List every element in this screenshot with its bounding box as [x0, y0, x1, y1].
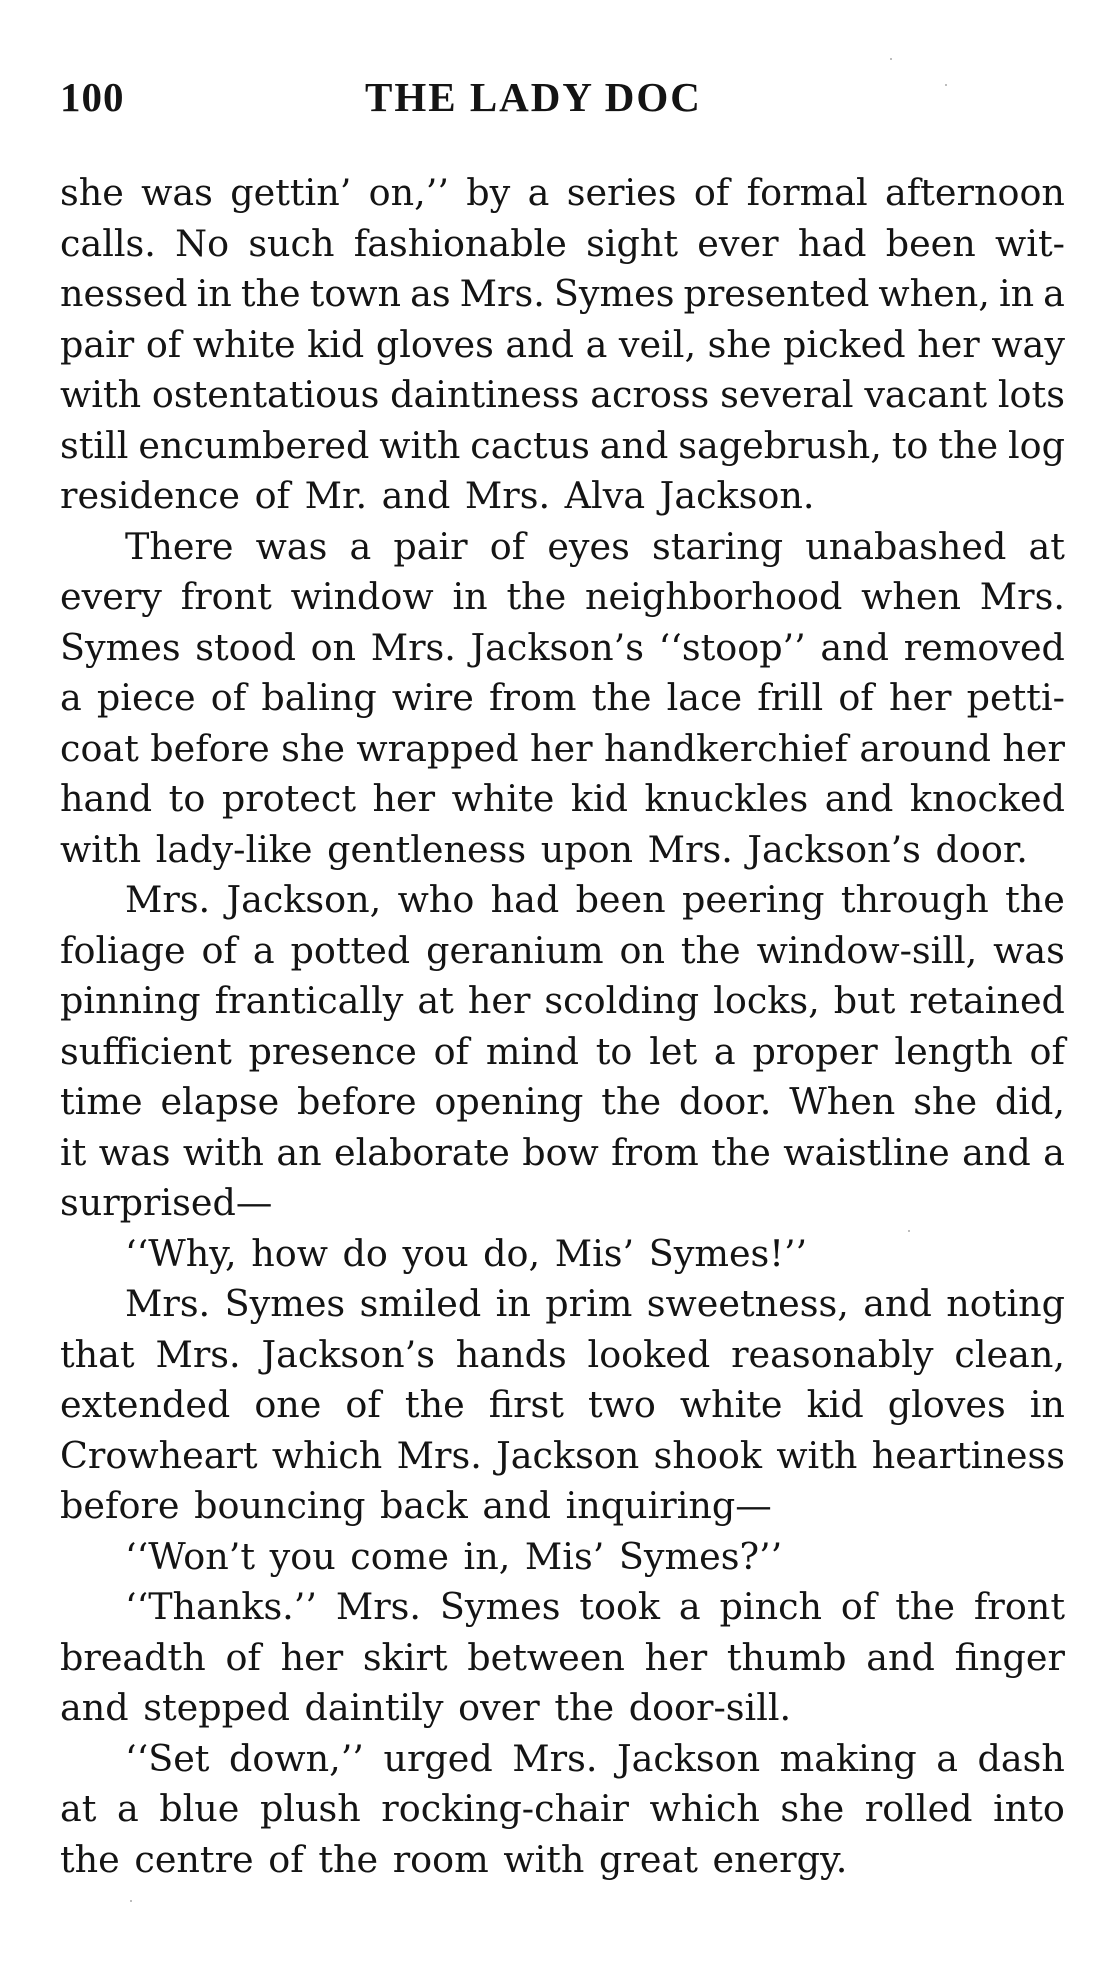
word: stood: [195, 625, 296, 669]
word: proper: [752, 1029, 878, 1073]
word: Symes: [439, 1585, 561, 1628]
text-line: with lady-like gentleness upon Mrs. Jackson’s door.: [60, 827, 1028, 871]
text-line: [60, 1734, 1065, 1785]
word: in: [495, 1282, 531, 1325]
paper-speck: [908, 1230, 910, 1232]
word: the: [938, 423, 999, 467]
word: lots: [997, 373, 1065, 416]
text-line: [60, 1027, 1065, 1078]
word: which: [271, 1433, 383, 1477]
word: veil,: [618, 322, 697, 366]
word: in: [1029, 1383, 1065, 1426]
word: with: [182, 1130, 264, 1174]
word: and: [863, 1282, 932, 1325]
text-line: [60, 1279, 1065, 1330]
word: lace: [666, 676, 743, 719]
word: hand: [60, 777, 153, 820]
word: it: [60, 1130, 87, 1174]
word: Mrs.: [125, 1282, 211, 1325]
word: gloves: [375, 322, 494, 366]
word: Mrs.: [155, 1332, 241, 1376]
word: coat: [60, 726, 139, 770]
word: Mrs.: [512, 1736, 598, 1780]
word: of: [840, 1585, 877, 1628]
word: frill: [757, 676, 824, 719]
word: a: [527, 171, 550, 214]
word: removed: [903, 625, 1065, 669]
word: such: [248, 221, 335, 265]
word: every: [60, 575, 162, 618]
text-line: [60, 1077, 1065, 1128]
word: and: [599, 423, 669, 467]
word: Crowheart: [60, 1433, 258, 1477]
word: of: [489, 524, 526, 568]
word: sweetness,: [646, 1282, 849, 1325]
word: but: [833, 979, 896, 1022]
word: bow: [522, 1130, 599, 1174]
word: series: [566, 171, 677, 214]
text-line: [60, 1633, 1065, 1684]
word: cactus: [470, 423, 590, 467]
word: at: [417, 979, 454, 1022]
text-line: [60, 926, 1065, 977]
word: way: [991, 322, 1065, 366]
word: pinning: [60, 979, 201, 1022]
word: Jackson’s: [261, 1332, 435, 1376]
text-line: [60, 1784, 1065, 1835]
text-line: [60, 1380, 1065, 1431]
word: front: [180, 575, 272, 618]
word: she: [281, 726, 346, 770]
word: reasonably: [731, 1332, 934, 1376]
word: handkerchief: [603, 726, 848, 770]
text-line: [60, 1330, 1065, 1381]
word: before: [150, 726, 270, 770]
word: with: [776, 1433, 858, 1477]
word: across: [590, 373, 710, 416]
word: did,: [994, 1080, 1065, 1123]
word: knuckles: [644, 777, 809, 820]
word: several: [720, 373, 854, 416]
word: of: [145, 322, 182, 366]
word: waistline: [783, 1130, 950, 1174]
word: to: [891, 423, 929, 467]
word: of: [433, 1029, 470, 1073]
word: protect: [221, 777, 357, 820]
text-line: [60, 774, 1065, 825]
word: her: [529, 726, 593, 770]
text-line: [60, 219, 1065, 270]
word: the: [711, 1130, 771, 1174]
word: had: [490, 878, 560, 921]
word: a: [936, 1736, 959, 1780]
word: gettin’: [230, 171, 352, 214]
word: presence: [248, 1029, 417, 1073]
word: at: [1028, 524, 1065, 568]
word: neighborhood: [585, 575, 843, 618]
word: looked: [587, 1332, 711, 1376]
word: nessed: [60, 272, 188, 315]
word: the: [895, 1585, 956, 1628]
word: her: [372, 777, 436, 820]
word: a: [116, 1787, 139, 1830]
word: before: [297, 1080, 417, 1123]
word: vacant: [864, 373, 988, 416]
word: through: [840, 878, 989, 921]
word: skirt: [362, 1635, 448, 1679]
word: eyes: [547, 524, 630, 568]
word: as: [410, 272, 451, 315]
word: hands: [455, 1332, 567, 1376]
word: length: [894, 1029, 1013, 1073]
word: the: [680, 928, 741, 972]
text-line: and stepped daintily over the door-sill.: [60, 1686, 792, 1729]
word: between: [467, 1635, 625, 1679]
word: blue: [159, 1787, 240, 1830]
word: ‘‘Set: [125, 1736, 210, 1780]
word: of: [1029, 1029, 1065, 1073]
word: still: [60, 423, 129, 467]
word: to: [168, 777, 206, 820]
word: white: [192, 322, 296, 366]
word: Mrs.: [370, 625, 456, 669]
word: a: [60, 676, 82, 719]
word: her: [467, 979, 531, 1022]
word: of: [345, 1383, 381, 1426]
word: retained: [909, 979, 1065, 1022]
word: piece: [96, 676, 196, 719]
word: finger: [954, 1635, 1065, 1679]
word: wit-: [995, 221, 1065, 265]
text-line: [60, 1431, 1065, 1482]
word: plush: [259, 1787, 361, 1830]
word: to: [595, 1029, 633, 1073]
word: elaborate: [333, 1130, 510, 1174]
word: was: [993, 928, 1065, 972]
word: sufficient: [60, 1029, 232, 1073]
word: ‘‘stoop’’: [658, 625, 806, 669]
word: elapse: [160, 1080, 280, 1123]
word: petti-: [966, 676, 1065, 719]
word: from: [488, 676, 577, 719]
word: on: [310, 625, 357, 669]
word: noting: [946, 1282, 1065, 1325]
word: thumb: [726, 1635, 847, 1679]
word: kid: [570, 777, 628, 820]
word: calls.: [60, 221, 156, 265]
word: making: [779, 1736, 917, 1780]
word: on,’’: [368, 171, 449, 214]
word: Symes: [553, 272, 675, 315]
word: formal: [746, 171, 868, 214]
text-line: [60, 269, 1065, 320]
word: in: [196, 272, 232, 315]
word: foliage: [60, 928, 186, 972]
word: town: [309, 272, 402, 315]
word: extended: [60, 1383, 231, 1426]
body-text: [60, 168, 1065, 1885]
word: encumbered: [138, 423, 370, 467]
word: afternoon: [884, 171, 1065, 214]
word: the: [240, 272, 301, 315]
word: scolding: [544, 979, 700, 1022]
word: was: [255, 524, 328, 568]
word: the: [591, 676, 652, 719]
text-line: [60, 370, 1065, 421]
running-head: [60, 72, 1060, 122]
word: white: [451, 777, 555, 820]
word: of: [210, 676, 247, 719]
text-line: [60, 1128, 1065, 1179]
word: that: [60, 1332, 135, 1376]
word: heartiness: [871, 1433, 1065, 1477]
word: mind: [485, 1029, 579, 1073]
text-line: [60, 875, 1065, 926]
word: Jackson’s: [470, 625, 644, 669]
word: her: [280, 1635, 344, 1679]
word: door.: [678, 1080, 772, 1123]
word: peering: [681, 878, 825, 921]
word: ostentatious: [151, 373, 380, 416]
word: When: [789, 1080, 896, 1123]
word: potted: [290, 928, 411, 972]
word: and: [820, 625, 890, 669]
word: Symes: [60, 625, 181, 669]
word: frantically: [214, 979, 404, 1022]
word: around: [859, 726, 991, 770]
word: when,: [878, 272, 990, 315]
word: geranium: [426, 928, 604, 972]
word: Jackson,: [226, 878, 382, 921]
word: knocked: [909, 777, 1065, 820]
text-line: [60, 1582, 1065, 1633]
word: which: [649, 1787, 760, 1830]
text-line: [60, 623, 1065, 674]
word: and: [962, 1130, 1031, 1174]
word: the: [506, 575, 567, 618]
text-line: ‘‘Why, how do you do, Mis’ Symes!’’: [125, 1231, 808, 1275]
text-line: [60, 320, 1065, 371]
text-line: before bouncing back and inquiring—: [60, 1484, 772, 1527]
word: she: [60, 171, 124, 214]
word: Mrs.: [335, 1585, 421, 1628]
word: let: [649, 1029, 698, 1073]
paper-speck: [130, 1900, 132, 1902]
word: opening: [434, 1080, 584, 1123]
text-line: residence of Mr. and Mrs. Alva Jackson.: [60, 474, 815, 517]
word: unabashed: [805, 524, 1007, 568]
text-line: [60, 673, 1065, 724]
word: of: [225, 1635, 261, 1679]
text-line: [60, 421, 1065, 472]
word: a: [252, 928, 275, 972]
word: log: [1007, 423, 1065, 467]
word: pair: [60, 322, 135, 366]
word: the: [1005, 878, 1065, 921]
word: Mrs.: [396, 1433, 482, 1477]
word: a: [585, 322, 608, 366]
word: shook: [653, 1433, 762, 1477]
word: clean,: [954, 1332, 1065, 1376]
word: took: [579, 1585, 661, 1628]
word: she: [707, 322, 772, 366]
word: locks,: [713, 979, 820, 1022]
word: Mrs.: [125, 878, 211, 921]
text-line: [60, 522, 1065, 573]
word: gloves: [887, 1383, 1006, 1426]
word: two: [587, 1383, 656, 1426]
word: of: [838, 676, 874, 719]
paper-speck: [890, 58, 892, 60]
word: in: [998, 272, 1035, 315]
word: ‘‘Thanks.’’: [125, 1585, 317, 1628]
word: kid: [806, 1383, 864, 1426]
word: a: [1043, 1130, 1065, 1174]
word: of: [693, 171, 730, 214]
word: kid: [307, 322, 365, 366]
word: in: [452, 575, 488, 618]
word: Mrs.: [979, 575, 1065, 618]
word: a: [678, 1585, 701, 1628]
word: wrapped: [356, 726, 519, 770]
word: Jackson: [496, 1433, 640, 1477]
word: staring: [651, 524, 784, 568]
page-number: 100: [60, 74, 125, 120]
text-line: the centre of the room with great energy.: [60, 1837, 848, 1881]
word: been: [885, 221, 976, 265]
word: the: [601, 1080, 662, 1123]
word: one: [254, 1383, 322, 1426]
word: No: [175, 221, 230, 265]
word: on: [619, 928, 665, 972]
word: was: [141, 171, 213, 214]
word: time: [60, 1080, 143, 1123]
word: an: [276, 1130, 322, 1174]
word: rocking-chair: [381, 1787, 629, 1830]
word: There: [125, 524, 234, 568]
word: a: [1043, 272, 1065, 315]
word: fashionable: [353, 221, 567, 265]
word: from: [611, 1130, 699, 1174]
word: who: [397, 878, 475, 921]
word: Mrs.: [459, 272, 545, 315]
word: daintiness: [390, 373, 580, 416]
word: first: [488, 1383, 564, 1426]
word: the: [404, 1383, 465, 1426]
word: sight: [586, 221, 679, 265]
word: with: [379, 423, 461, 467]
paper-speck: [945, 84, 947, 86]
text-line: surprised—: [60, 1181, 273, 1224]
word: her: [888, 676, 952, 719]
word: ever: [697, 221, 779, 265]
word: front: [973, 1585, 1065, 1628]
word: of: [201, 928, 237, 972]
word: presented: [683, 272, 870, 315]
word: was: [98, 1130, 171, 1174]
word: dash: [977, 1736, 1065, 1780]
word: and: [505, 322, 575, 366]
word: at: [60, 1787, 97, 1830]
word: pair: [393, 524, 468, 568]
word: window: [290, 575, 434, 618]
word: and: [866, 1635, 935, 1679]
word: her: [1002, 726, 1065, 770]
word: been: [575, 878, 666, 921]
word: urged: [383, 1736, 493, 1780]
word: rolled: [864, 1787, 973, 1830]
word: picked: [783, 322, 906, 366]
word: breadth: [60, 1635, 206, 1679]
word: down,’’: [229, 1736, 364, 1780]
word: by: [466, 171, 511, 214]
word: a: [349, 524, 372, 568]
word: white: [679, 1383, 783, 1426]
word: wire: [391, 676, 474, 719]
text-line: [60, 724, 1065, 775]
word: her: [644, 1635, 708, 1679]
text-line: [60, 572, 1065, 623]
word: Jackson: [616, 1736, 761, 1780]
word: she: [913, 1080, 978, 1123]
word: she: [780, 1787, 845, 1830]
word: Symes: [224, 1282, 346, 1325]
word: baling: [261, 676, 377, 719]
word: and: [824, 777, 894, 820]
text-line: [60, 168, 1065, 219]
book-title: THE LADY DOC: [365, 74, 702, 120]
word: pinch: [719, 1585, 823, 1628]
word: her: [917, 322, 980, 366]
word: when: [861, 575, 961, 618]
word: smiled: [359, 1282, 482, 1325]
word: with: [60, 373, 142, 416]
word: had: [797, 221, 867, 265]
word: a: [713, 1029, 736, 1073]
text-line: [60, 976, 1065, 1027]
word: window-sill,: [756, 928, 978, 972]
word: into: [993, 1787, 1065, 1830]
word: sagebrush,: [678, 423, 882, 467]
word: prim: [545, 1282, 633, 1325]
text-line: ‘‘Won’t you come in, Mis’ Symes?’’: [125, 1534, 783, 1578]
